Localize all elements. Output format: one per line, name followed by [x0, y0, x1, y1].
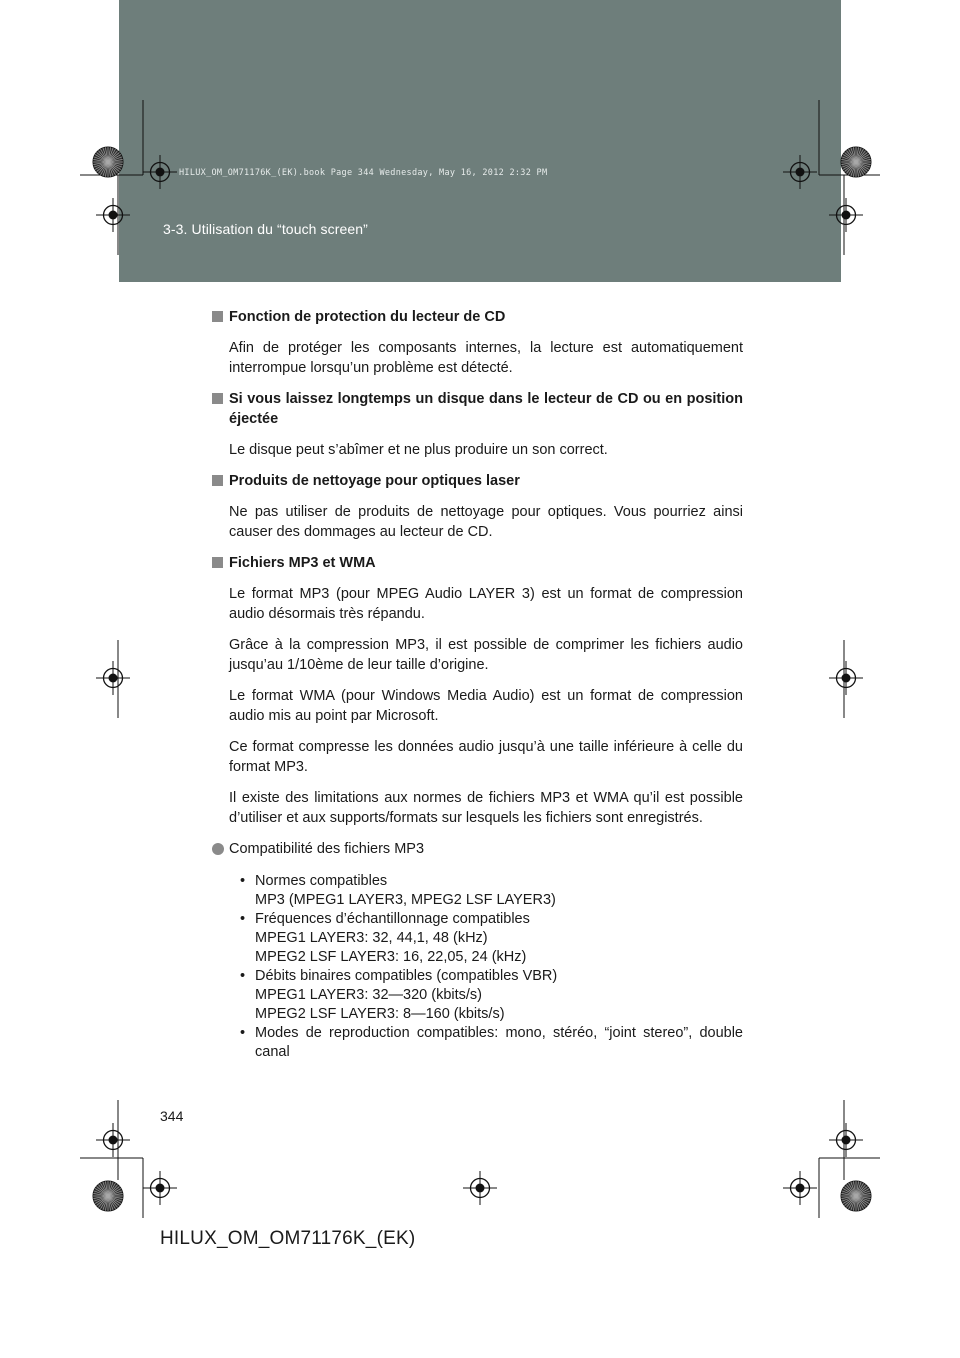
crosshair-mark-icon [96, 1123, 130, 1157]
list-item: • Fréquences d’échantillonnage compatibles MPEG1 LAYER3: 32, 44,1, 48 (kHz) MPEG2 LSF LAYER3: 16, 22,05, 24 (kHz) [240, 911, 530, 965]
crosshair-mark-icon [783, 155, 817, 189]
compat-subheading: Compatibilité des fichiers MP3 [212, 839, 743, 859]
document-code: HILUX_OM_OM71176K_(EK) [160, 1228, 416, 1249]
paragraph: Grâce à la compression MP3, il est possible de comprimer les fichiers audio jusqu’au 1/10ème de leur taille d’origine. [229, 637, 743, 673]
bullet-glyph: • [240, 873, 246, 889]
crosshair-mark-icon [96, 661, 130, 695]
section-heading-cd-protection: Fonction de protection du lecteur de CD [212, 307, 743, 327]
starburst-mark-icon [93, 147, 123, 177]
page-number: 344 [160, 1108, 184, 1124]
crosshair-mark-icon [463, 1171, 497, 1205]
file-stamp: HILUX_OM_OM71176K_(EK).book Page 344 Wednesday, May 16, 2012 2:32 PM [179, 168, 548, 178]
paragraph: Afin de protéger les composants internes, la lecture est automatiquement interrompue lorsqu’un problème est détecté. [229, 340, 743, 376]
starburst-mark-icon [841, 147, 871, 177]
section-title: 3-3. Utilisation du “touch screen” [163, 221, 368, 237]
paragraph: Ne pas utiliser de produits de nettoyage pour optiques. Vous pourriez ainsi causer des dommages au lecteur de CD. [229, 504, 743, 540]
list-item: • Normes compatibles MP3 (MPEG1 LAYER3, MPEG2 LSF LAYER3) [240, 873, 556, 908]
crosshair-mark-icon [829, 661, 863, 695]
crosshair-mark-icon [96, 198, 130, 232]
list-item: • Modes de reproduction compatibles: mono, stéréo, “joint stereo”, double canal [240, 1025, 743, 1060]
section-heading-mp3-wma: Fichiers MP3 et WMA [212, 553, 743, 573]
square-bullet-icon [212, 393, 223, 404]
spec-list [240, 872, 743, 1062]
square-bullet-icon [212, 557, 223, 568]
crosshair-mark-icon [783, 1171, 817, 1205]
section-heading-disc-left: Si vous laissez longtemps un disque dans le lecteur de CD ou en position éjectée [212, 389, 743, 429]
list-item: • Débits binaires compatibles (compatibles VBR) MPEG1 LAYER3: 32—320 (kbits/s) MPEG2 LSF LAYER3: 8—160 (kbits/s) [240, 968, 558, 1022]
paragraph: Le format MP3 (pour MPEG Audio LAYER 3) est un format de compression audio désormais très répandu. [229, 586, 743, 622]
square-bullet-icon [212, 311, 223, 322]
paragraph: Le disque peut s’abîmer et ne plus produire un son correct. [229, 442, 608, 458]
page-content [212, 307, 743, 1062]
bullet-glyph: • [240, 968, 246, 984]
circle-bullet-icon [212, 843, 224, 855]
crosshair-mark-icon [143, 155, 177, 189]
section-heading-cleaning: Produits de nettoyage pour optiques laser [212, 471, 743, 491]
bullet-glyph: • [240, 1025, 246, 1041]
bullet-glyph: • [240, 911, 246, 927]
square-bullet-icon [212, 475, 223, 486]
paragraph: Ce format compresse les données audio jusqu’à une taille inférieure à celle du format MP3. [229, 739, 743, 775]
paragraph: Il existe des limitations aux normes de fichiers MP3 et WMA qu’il est possible d’utiliser et aux supports/formats sur lesquels les fichiers sont enregistrés. [229, 790, 743, 826]
crosshair-mark-icon [829, 1123, 863, 1157]
paragraph: Le format WMA (pour Windows Media Audio) est un format de compression audio mis au point par Microsoft. [229, 688, 743, 724]
crosshair-mark-icon [829, 198, 863, 232]
starburst-mark-icon [93, 1181, 123, 1211]
starburst-mark-icon [841, 1181, 871, 1211]
crosshair-mark-icon [143, 1171, 177, 1205]
